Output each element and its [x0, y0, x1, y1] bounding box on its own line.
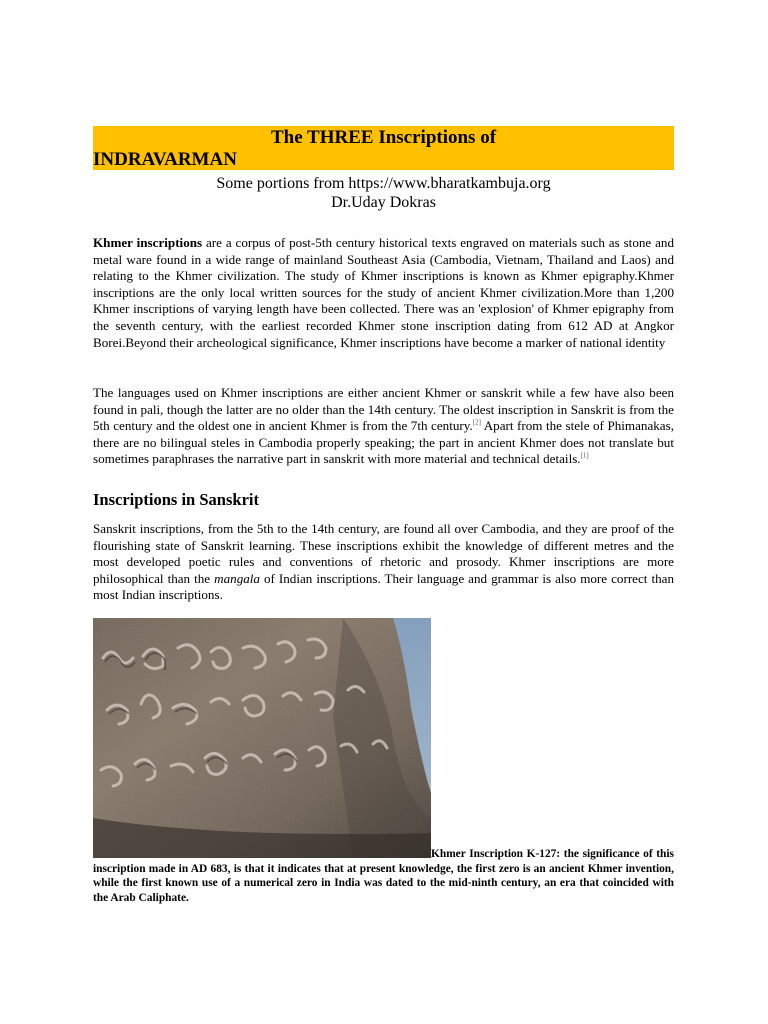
inscription-image	[93, 618, 431, 858]
sanskrit-paragraph	[93, 521, 674, 604]
intro-paragraph	[93, 235, 674, 351]
caption-indent	[93, 847, 431, 857]
caption-text: Khmer Inscription K-127: the significance of this inscription made in AD 683, is that it indicates that at present knowledge, the first zero is an ancient Khmer invention, while the first known use of a numerical zero in India was dated to the mid-ninth century, an era that coincided with the Arab Caliphate.	[93, 848, 674, 904]
sanskrit-text-a: Sanskrit inscriptions, from the 5th to the 14th century, are found all over Cambodia, and they are proof of the flourishing state of Sanskrit learning. These inscriptions exhibit the knowledge of different metres and the most developed poetic rules and conventions of rhetoric and prosody. Khmer inscriptions are more philosophical than the	[93, 521, 674, 586]
title-line-1: The THREE Inscriptions of	[270, 127, 497, 148]
sanskrit-text-b: of Indian inscriptions. Their language and grammar is also more correct than most Indian inscriptions.	[93, 570, 675, 603]
stone-inscription-photo	[93, 618, 431, 858]
intro-text: are a corpus of post-5th century historical texts engraved on materials such as stone and metal ware found in a wide range of mainland Southeast Asia (Cambodia, Vietnam, Thailand and Laos) and relating to the Khmer civilization. The study of Khmer inscriptions is known as Khmer epigraphy.Khmer inscriptions are the only local written sources for the study of ancient Khmer civilization.More than 1,200 Khmer inscriptions of varying length have been collected. There was an 'explosion' of Khmer epigraphy from the seventh century, with the earliest recorded Khmer stone inscription dating from 612 AD at Angkor Borei.Beyond their archeological significance, Khmer inscriptions have become a marker of national identity	[93, 235, 674, 350]
languages-text-a: The languages used on Khmer inscriptions are either ancient Khmer or sanskrit while a few have also been found in pali, though the latter are no older than the 14th century. The oldest inscription in Sanskrit is from the 5th century and the oldest one in ancient Khmer is from the 7th century.	[93, 385, 674, 434]
figure-caption	[93, 847, 674, 905]
languages-text-b: Apart from the stele of Phimanakas, there are no bilingual steles in Cambodia properly speaking; the part in ancient Khmer does not translate but sometimes paraphrases the narrative part in sanskrit with more material and technical details.	[93, 418, 674, 467]
italic-term: mangala	[214, 570, 260, 586]
title-line-2: INDRAVARMAN	[93, 149, 237, 170]
title-highlight	[255, 149, 674, 170]
languages-paragraph	[93, 385, 674, 468]
intro-bold-term: Khmer inscriptions	[93, 235, 203, 250]
section-heading: Inscriptions in Sanskrit	[93, 490, 259, 509]
footnote-ref[interactable]: [1]	[580, 452, 589, 461]
author-line: Dr.Uday Dokras	[331, 194, 436, 211]
source-line: Some portions from https://www.bharatkambuja.org	[216, 175, 551, 192]
footnote-ref[interactable]: [2]	[472, 418, 481, 427]
title-banner	[93, 126, 674, 170]
